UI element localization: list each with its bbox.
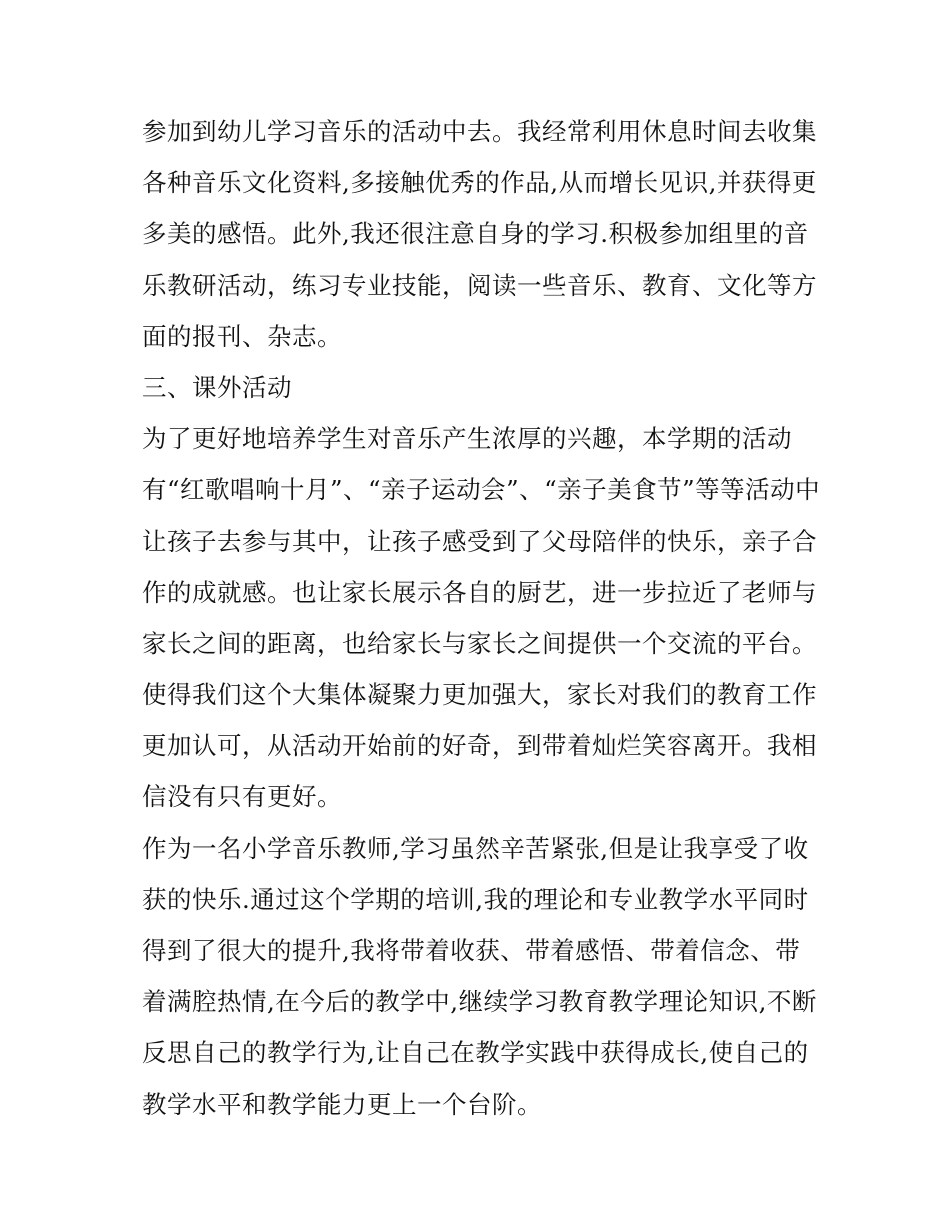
text-line: 作为一名小学音乐教师,学习虽然辛苦紧张,但是让我享受了收 [142, 833, 809, 863]
text-line: 参加到幼儿学习音乐的活动中去。我经常利用休息时间去收集 [142, 117, 817, 146]
text-line: 乐教研活动，练习专业技能，阅读一些音乐、教育、文化等方 [142, 270, 817, 300]
text-line: 更加认可，从活动开始前的好奇，到带着灿烂笑容离开。我相 [142, 731, 817, 761]
text-line: 家长之间的距离，也给家长与家长之间提供一个交流的平台。 [142, 628, 817, 658]
text-line: 面的报刊、杂志。 [142, 321, 342, 351]
text-line: 各种音乐文化资料,多接触优秀的作品,从而增长见识,并获得更 [142, 168, 817, 198]
text-line: 着满腔热情,在今后的教学中,继续学习教育教学理论知识,不断 [142, 987, 817, 1017]
text-line: 让孩子去参与其中，让孩子感受到了父母陪伴的快乐，亲子合 [142, 526, 817, 556]
text-line: 为了更好地培养学生对音乐产生浓厚的兴趣，本学期的活动 [142, 424, 792, 454]
section-heading: 三、课外活动 [142, 372, 292, 402]
text-line: 反思自己的教学行为,让自己在教学实践中获得成长,使自己的 [142, 1038, 809, 1068]
text-line: 教学水平和教学能力更上一个台阶。 [142, 1089, 542, 1119]
text-line: 有“红歌唱响十月”、“亲子运动会”、“亲子美食节”等等活动中 [142, 475, 821, 505]
body-text [142, 106, 822, 1130]
text-line: 得到了很大的提升,我将带着收获、带着感悟、带着信念、带 [142, 936, 801, 965]
text-line: 获的快乐.通过这个学期的培训,我的理论和专业教学水平同时 [142, 884, 809, 914]
text-line: 多美的感悟。此外,我还很注意自身的学习.积极参加组里的音 [142, 219, 809, 249]
text-line: 作的成就感。也让家长展示各自的厨艺，进一步拉近了老师与 [142, 577, 817, 607]
text-line: 使得我们这个大集体凝聚力更加强大，家长对我们的教育工作 [142, 680, 817, 710]
text-line: 信没有只有更好。 [142, 782, 342, 812]
